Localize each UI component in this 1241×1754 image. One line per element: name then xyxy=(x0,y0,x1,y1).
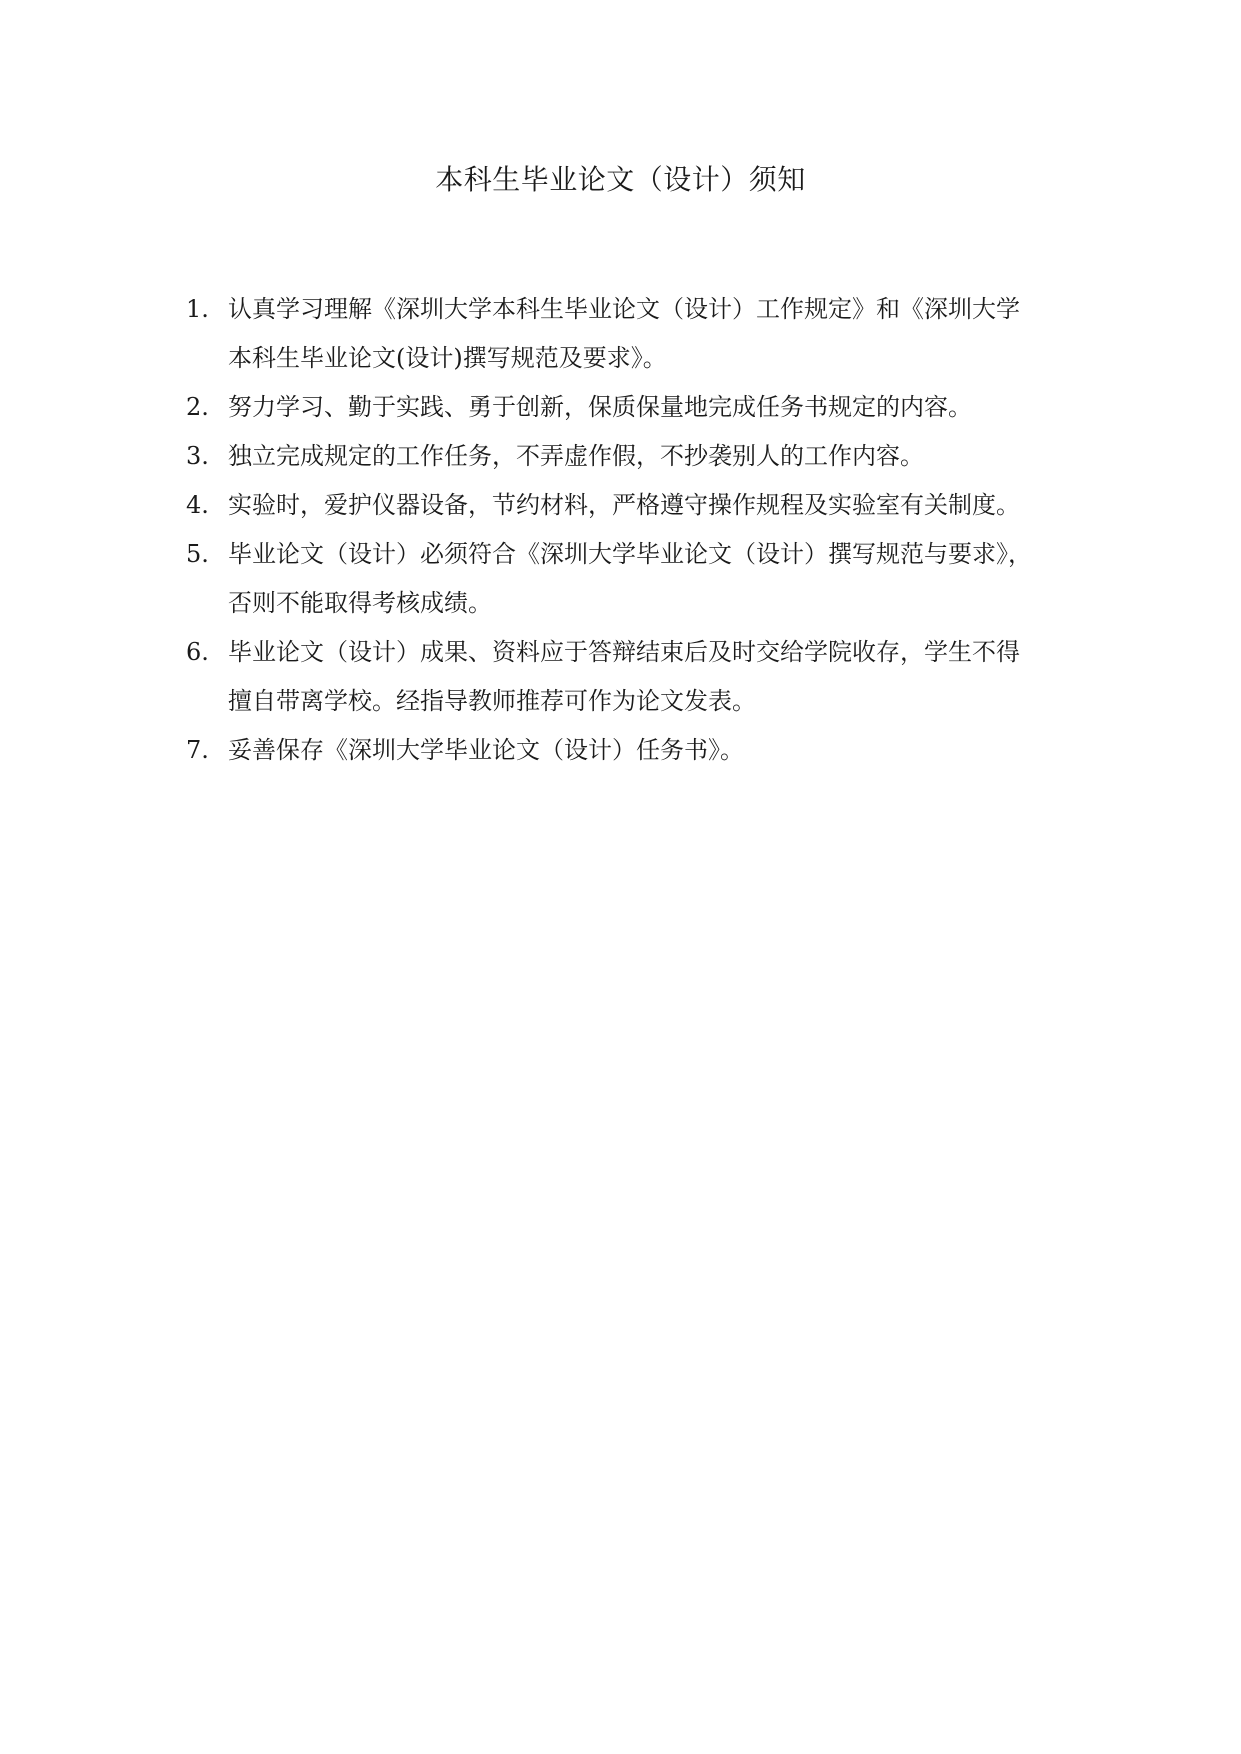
item-text: 独立完成规定的工作任务，不弄虚作假，不抄袭别人的工作内容。 xyxy=(228,442,924,470)
item-text: 妥善保存《深圳大学毕业论文（设计）任务书》。 xyxy=(228,736,744,764)
list-item xyxy=(186,726,1056,775)
item-text: 实验时，爱护仪器设备，节约材料，严格遵守操作规程及实验室有关制度。 xyxy=(228,491,1020,519)
item-text: 擅自带离学校。经指导教师推荐可作为论文发表。 xyxy=(228,687,756,715)
item-number: 5. xyxy=(186,540,209,568)
list-item xyxy=(186,481,1056,530)
item-number: 7. xyxy=(186,736,209,764)
item-text: 本科生毕业论文(设计)撰写规范及要求》。 xyxy=(228,344,667,372)
notice-list xyxy=(186,285,1056,775)
item-text: 毕业论文（设计）成果、资料应于答辩结束后及时交给学院收存，学生不得 xyxy=(228,638,1020,666)
item-text: 努力学习、勤于实践、勇于创新，保质保量地完成任务书规定的内容。 xyxy=(228,393,972,421)
list-item xyxy=(186,432,1056,481)
item-number: 2. xyxy=(186,393,209,421)
list-item xyxy=(186,285,1056,383)
item-text: 毕业论文（设计）必须符合《深圳大学毕业论文（设计）撰写规范与要求》， xyxy=(228,540,1032,568)
item-text: 否则不能取得考核成绩。 xyxy=(228,589,492,617)
item-text: 认真学习理解《深圳大学本科生毕业论文（设计）工作规定》和《深圳大学 xyxy=(228,295,1020,323)
item-number: 6. xyxy=(186,638,209,666)
page-title: 本科生毕业论文（设计）须知 xyxy=(435,163,806,196)
list-item xyxy=(186,530,1056,628)
item-number: 4. xyxy=(186,491,209,519)
item-number: 3. xyxy=(186,442,209,470)
list-item xyxy=(186,383,1056,432)
item-number: 1. xyxy=(186,295,209,323)
list-item xyxy=(186,628,1056,726)
